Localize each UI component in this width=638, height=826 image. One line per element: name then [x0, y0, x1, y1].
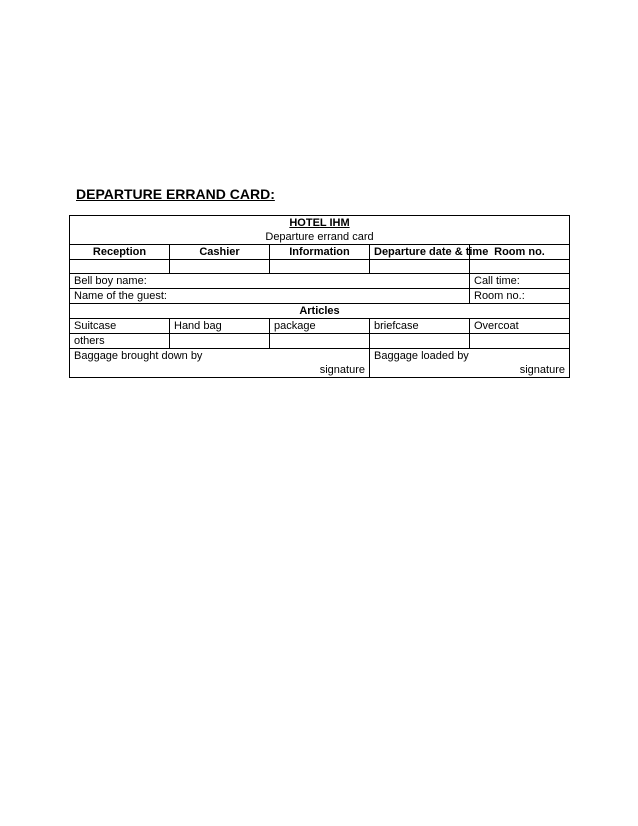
baggage-brought-down-label: Baggage brought down by: [70, 349, 370, 364]
page-title: DEPARTURE ERRAND CARD:: [76, 186, 275, 202]
article-suitcase: Suitcase: [70, 319, 170, 334]
hotel-name: HOTEL IHM: [70, 216, 570, 231]
card-title-row: [70, 230, 570, 245]
departure-date-time-cell[interactable]: [370, 260, 470, 274]
article-package: package: [270, 319, 370, 334]
cashier-cell[interactable]: [170, 260, 270, 274]
others-cell-4[interactable]: [370, 334, 470, 349]
hotel-name-row: [70, 216, 570, 231]
baggage-loaded-label: Baggage loaded by: [370, 349, 570, 364]
header-cashier: Cashier: [170, 245, 270, 260]
article-hand-bag: Hand bag: [170, 319, 270, 334]
guest-name-field[interactable]: Name of the guest:: [70, 289, 470, 304]
articles-row: [70, 319, 570, 334]
signature-right[interactable]: signature: [370, 363, 570, 378]
header-reception: Reception: [70, 245, 170, 260]
call-time-field[interactable]: Call time:: [470, 274, 570, 289]
article-briefcase: briefcase: [370, 319, 470, 334]
card-title: Departure errand card: [70, 230, 570, 245]
guest-row: [70, 289, 570, 304]
article-overcoat: Overcoat: [470, 319, 570, 334]
guest-room-no-field[interactable]: Room no.:: [470, 289, 570, 304]
articles-header-row: [70, 304, 570, 319]
departure-errand-card-table: [69, 215, 570, 378]
others-cell-2[interactable]: [170, 334, 270, 349]
bell-boy-row: [70, 274, 570, 289]
baggage-row: [70, 349, 570, 364]
articles-label: Articles: [70, 304, 570, 319]
signature-row: [70, 363, 570, 378]
others-cell-5[interactable]: [470, 334, 570, 349]
others-row: [70, 334, 570, 349]
signature-left[interactable]: signature: [70, 363, 370, 378]
others-cell-3[interactable]: [270, 334, 370, 349]
header-departure-date-time: Departure date & time: [370, 245, 470, 260]
reception-cell[interactable]: [70, 260, 170, 274]
header-information: Information: [270, 245, 370, 260]
room-no-cell[interactable]: [470, 260, 570, 274]
bell-boy-name-field[interactable]: Bell boy name:: [70, 274, 470, 289]
header-row: [70, 245, 570, 260]
header-room-no: Room no.: [470, 245, 570, 260]
others-label: others: [70, 334, 170, 349]
information-cell[interactable]: [270, 260, 370, 274]
entry-row: [70, 260, 570, 274]
